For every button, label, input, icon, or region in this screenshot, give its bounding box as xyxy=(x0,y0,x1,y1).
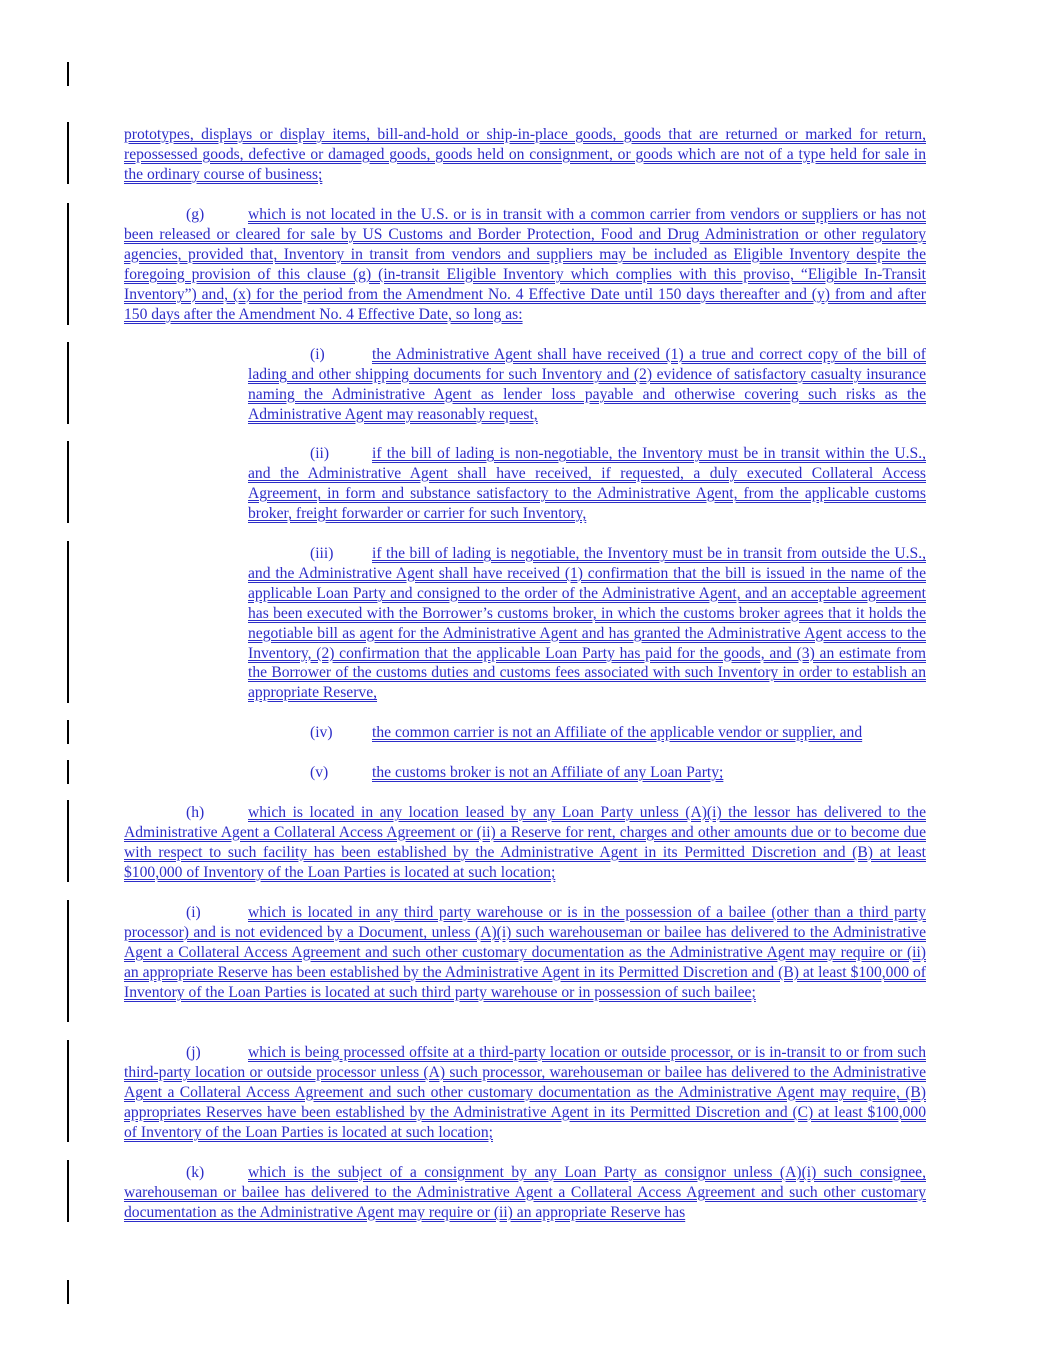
clause-j-label: (j) xyxy=(186,1044,201,1061)
subclause-iii-label: (iii) xyxy=(310,545,334,562)
subclause-i-text: the Administrative Agent shall have received (1) a true and correct copy of the bill of lading and other shipping documents for such Inventory and (2) evidence of satisfactory casualty insurance naming the Administrative Agent as lender loss payable and otherwise covering such risks as the Administrative Agent may reasonably request, xyxy=(248,346,926,423)
change-bar xyxy=(67,441,69,523)
clause-i xyxy=(124,903,926,1003)
clause-i-label: (i) xyxy=(186,904,201,921)
clause-h-label: (h) xyxy=(186,804,205,821)
change-bar xyxy=(67,62,69,86)
intro-text: prototypes, displays or display items, bill-and-hold or ship-in-place goods, goods that are returned or marked for return, repossessed goods, defective or damaged goods, goods held on consignment, or goods which are not of a type held for sale in the ordinary course of business; xyxy=(124,126,926,183)
subclause-iv xyxy=(248,723,926,743)
subclause-iii xyxy=(248,544,926,703)
clause-j xyxy=(124,1043,926,1143)
subclause-ii-text: if the bill of lading is non-negotiable, the Inventory must be in transit within the U.S., and the Administrative Agent shall have received, if requested, a duly executed Collateral Access Agreement, in form and substance satisfactory to the Administrative Agent, from the applicable customs broker, freight forwarder or carrier for such Inventory, xyxy=(248,445,926,522)
subclause-i xyxy=(248,345,926,425)
change-bar xyxy=(67,900,69,1022)
change-bar xyxy=(67,800,69,882)
subclause-iv-text: the common carrier is not an Affiliate of the applicable vendor or supplier, and xyxy=(372,724,863,741)
change-bar xyxy=(67,1160,69,1222)
change-bar xyxy=(67,203,69,325)
change-bar xyxy=(67,342,69,424)
change-bar xyxy=(67,122,69,184)
subclause-v xyxy=(248,763,926,783)
subclause-v-label: (v) xyxy=(310,764,329,781)
subclause-ii-label: (ii) xyxy=(310,445,330,462)
change-bar xyxy=(67,1280,69,1304)
clause-j-text: which is being processed offsite at a third-party location or outside processor, or is in-transit to or from such third-party location or outside processor unless (A) such processor, warehouseman or bailee has delivered to the Administrative Agent a Collateral Access Agreement and such other customary documentation as the Administrative Agent may require, (B) appropriates Reserves have been established by the Administrative Agent in its Permitted Discretion and (C) at least $100,000 of Inventory of the Loan Parties is located at such location; xyxy=(124,1044,926,1141)
subclause-ii xyxy=(248,444,926,524)
subclause-i-label: (i) xyxy=(310,346,325,363)
clause-h-text: which is located in any location leased by any Loan Party unless (A)(i) the lessor has delivered to the Administrative Agent a Collateral Access Agreement or (ii) a Reserve for rent, charges and other amounts due or to become due with respect to such facility has been established by the Administrative Agent in its Permitted Discretion and (B) at least $100,000 of Inventory of the Loan Parties is located at such location; xyxy=(124,804,926,881)
subclause-iv-label: (iv) xyxy=(310,724,333,741)
change-bar xyxy=(67,760,69,784)
clause-k-text: which is the subject of a consignment by any Loan Party as consignor unless (A)(i) such consignee, warehouseman or bailee has delivered to the Administrative Agent a Collateral Access Agreement and such other customary documentation as the Administrative Agent may require or (ii) an appropriate Reserve has xyxy=(124,1164,926,1221)
clause-g xyxy=(124,205,926,324)
clause-k xyxy=(124,1163,926,1223)
intro-paragraph xyxy=(124,125,926,185)
subclause-v-text: the customs broker is not an Affiliate of any Loan Party; xyxy=(372,764,724,781)
change-bar xyxy=(67,720,69,744)
clause-g-label: (g) xyxy=(186,206,205,223)
clause-g-text: which is not located in the U.S. or is in transit with a common carrier from vendors or suppliers or has not been released or cleared for sale by US Customs and Border Protection, Food and Drug Administration or other regulatory agencies, provided that, Inventory in transit from vendors and suppliers may be included as Eligible Inventory despite the foregoing provision of this clause (g) (in-transit Eligible Inventory which complies with this proviso, “Eligible In-Transit Inventory”) and, (x) for the period from the Amendment No. 4 Effective Date until 150 days thereafter and (y) from and after 150 days after the Amendment No. 4 Effective Date, so long as: xyxy=(124,206,926,323)
clause-k-label: (k) xyxy=(186,1164,205,1181)
clause-i-text: which is located in any third party warehouse or is in the possession of a bailee (other than a third party processor) and is not evidenced by a Document, unless (A)(i) such warehouseman or bailee has delivered to the Administrative Agent a Collateral Access Agreement and such other customary documentation as the Administrative Agent may require or (ii) an appropriate Reserve has been established by the Administrative Agent in its Permitted Discretion and (B) at least $100,000 of Inventory of the Loan Parties is located at such third party warehouse or in possession of such bailee; xyxy=(124,904,926,1001)
subclause-iii-text: if the bill of lading is negotiable, the Inventory must be in transit from outside the U.S., and the Administrative Agent shall have received (1) confirmation that the bill is issued in the name of the applicable Loan Party and consigned to the order of the Administrative Agent, and an acceptable agreement has been executed with the Borrower’s customs broker, in which the customs broker agrees that it holds the negotiable bill as agent for the Administrative Agent and has granted the Administrative Agent access to the Inventory, (2) confirmation that the applicable Loan Party has paid for the goods, and (3) an estimate from the Borrower of the customs duties and customs fees associated with such Inventory in order to establish an appropriate Reserve, xyxy=(248,545,926,702)
change-bar xyxy=(67,1040,69,1142)
clause-h xyxy=(124,803,926,883)
change-bar xyxy=(67,541,69,703)
